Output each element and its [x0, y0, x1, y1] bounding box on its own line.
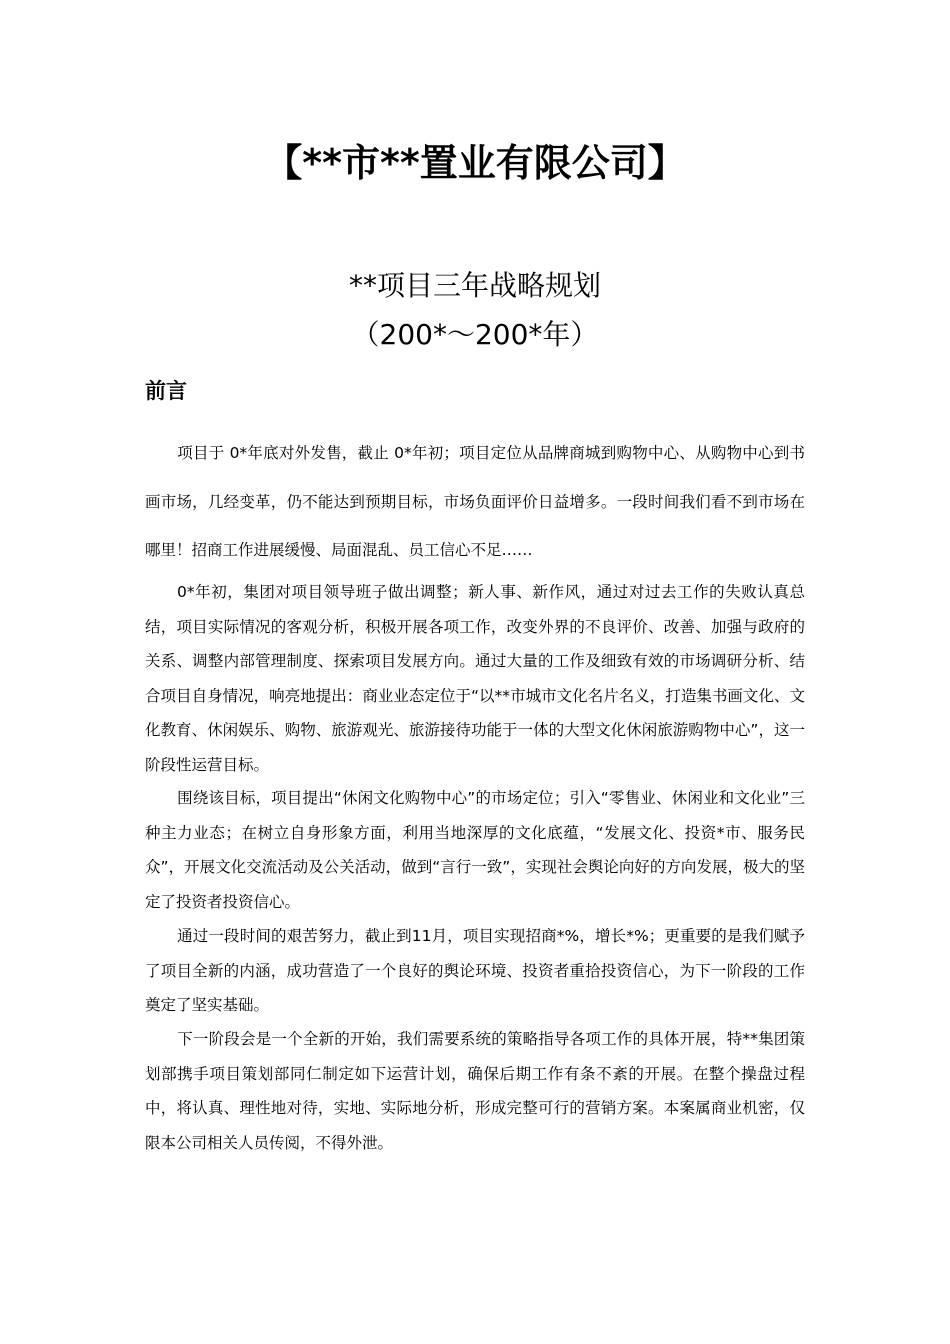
- paragraph-text: 0*年初，集团对项目领导班子做出调整；新人事、新作风，通过对过去工作的失败认真总结，项目实际情况的客观分析，积极开展各项工作，改变外界的不良评价、改善、加强与政府的关系、调整内部管理制度、探索项目发展方向。通过大量的工作及细致有效的市场调研分析、结合项目自身情况，响亮地提出：商业业态定位于“以**市城市文化名片名义，打造集书画文化、文化教育、休闲娱乐、购物、旅游观光、旅游接待功能于一体的大型文化休闲旅游购物中心”，这一阶段性运营目标。: [145, 583, 805, 774]
- paragraph-text: 下一阶段会是一个全新的开始，我们需要系统的策略指导各项工作的具体开展，特**集团策划部携手项目策划部同仁制定如下运营计划，确保后期工作有条不紊的开展。在整个操盘过程中，将认真、理性地对待，实地、实际地分析，形成完整可行的营销方案。本案属商业机密，仅限本公司相关人员传阅，不得外泄。: [145, 1030, 805, 1152]
- section-heading-preface: 前言: [145, 379, 187, 403]
- company-title: 【**市**置业有限公司】: [264, 141, 686, 185]
- paragraph: [145, 1022, 805, 1160]
- plan-title: **项目三年战略规划: [348, 269, 601, 302]
- paragraph: [145, 919, 805, 1023]
- paragraph-text: 项目于 0*年底对外发售，截止 0*年初；项目定位从品牌商城到购物中心、从购物中心到书画市场，几经变革，仍不能达到预期目标，市场负面评价日益增多。一段时间我们看不到市场在哪里！招商工作进展缓慢、局面混乱、员工信心不足……: [145, 444, 805, 559]
- paragraph-text: 围绕该目标，项目提出“休闲文化购物中心”的市场定位；引入“零售业、休闲业和文化业”三种主力业态；在树立自身形象方面，利用当地深厚的文化底蕴，“发展文化、投资*市、服务民众”，开展文化交流活动及公关活动，做到“言行一致”，实现社会舆论向好的方向发展，极大的坚定了投资者投资信心。: [145, 789, 805, 911]
- paragraph: [145, 781, 805, 919]
- paragraph: [145, 429, 805, 575]
- plan-period: （200*～200*年）: [351, 318, 599, 351]
- paragraph: [145, 575, 805, 782]
- paragraph-text: 通过一段时间的艰苦努力，截止到11月，项目实现招商*%，增长*%；更重要的是我们赋予了项目全新的内涵，成功营造了一个良好的舆论环境、投资者重拾投资信心，为下一阶段的工作奠定了坚实基础。: [145, 927, 805, 1014]
